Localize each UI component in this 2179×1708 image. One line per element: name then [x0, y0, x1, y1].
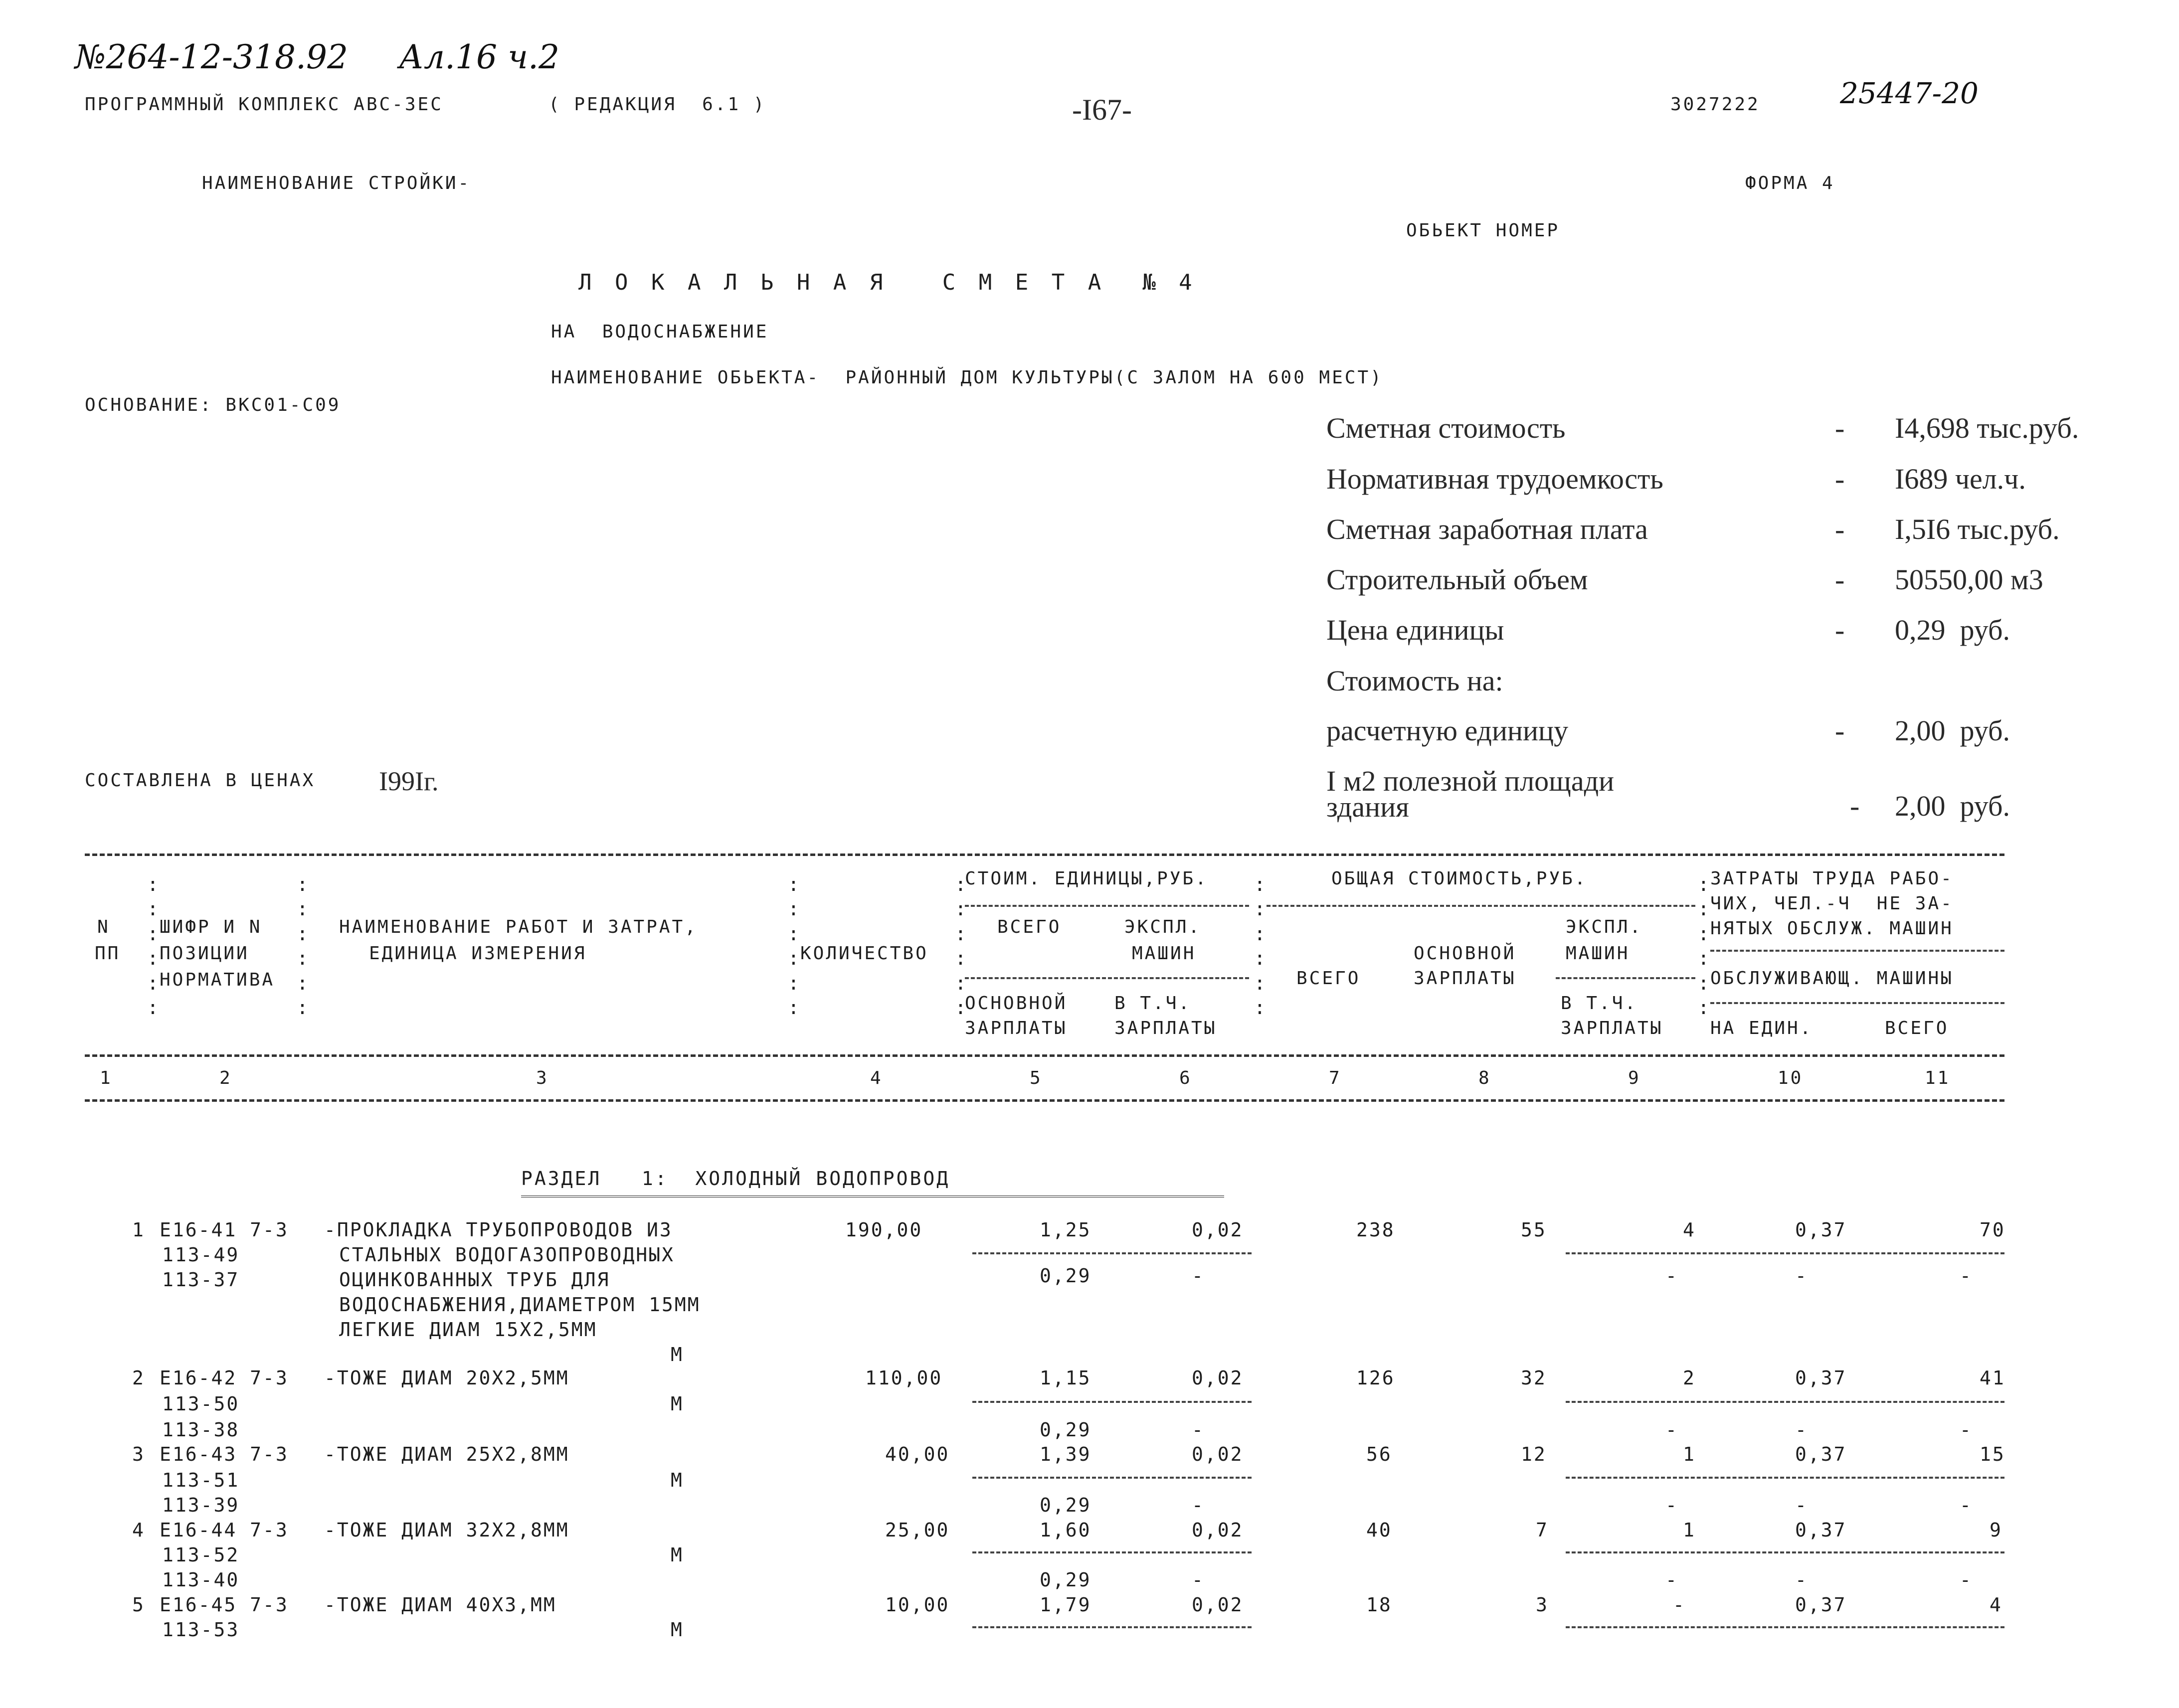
basis-label: ОСНОВАНИЕ: ВКС01-С09 [85, 395, 341, 415]
row-labor-total: 9 [1990, 1519, 2002, 1541]
header-subrule [1710, 950, 2004, 952]
row-description: -ТОЖЕ ДИАМ 32Х2,8ММ [324, 1519, 569, 1541]
row-unit: М [671, 1344, 684, 1366]
row-labor-unit: - [1795, 1494, 1808, 1516]
summary-label: Цена единицы [1326, 614, 1504, 646]
col-n-header: ПП [95, 943, 121, 964]
row-unit-wage: 0,29 [1040, 1419, 1091, 1441]
handwritten-album-ref: Ал.16 ч.2 [399, 38, 559, 76]
summary-label: Стоимость на: [1326, 665, 1503, 697]
cell-rule [1566, 1477, 2004, 1479]
row-unit-total: 1,60 [1040, 1519, 1091, 1541]
col-work-header: НАИМЕНОВАНИЕ РАБОТ И ЗАТРАТ, [339, 917, 698, 937]
unit-cost-incl-header: В Т.Ч. [1114, 993, 1192, 1014]
row-total-machine: - [1673, 1594, 1686, 1616]
cell-rule [1566, 1626, 2004, 1628]
summary-value: I689 чел.ч. [1895, 463, 2026, 495]
row-description: -ТОЖЕ ДИАМ 25Х2,8ММ [324, 1443, 569, 1465]
row-code: 113-49 [162, 1244, 240, 1266]
summary-dash: - [1835, 563, 1845, 596]
column-number: 9 [1628, 1068, 1641, 1088]
header-subrule [1710, 1002, 2004, 1004]
row-description: ЛЕГКИЕ ДИАМ 15Х2,5ММ [339, 1319, 597, 1341]
unit-cost-header: СТОИМ. ЕДИНИЦЫ,РУБ. [965, 868, 1208, 889]
row-total-machine: 1 [1683, 1443, 1696, 1465]
row-total: 238 [1356, 1219, 1395, 1241]
summary-value: I,5I6 тыс.руб. [1895, 513, 2060, 545]
cell-rule [972, 1477, 1252, 1479]
labor-subheader: ОБСЛУЖИВАЮЩ. МАШИНЫ [1710, 968, 1954, 989]
row-unit-incl: - [1192, 1265, 1205, 1287]
row-description: СТАЛЬНЫХ ВОДОГАЗОПРОВОДНЫХ [339, 1244, 675, 1266]
labor-header: ЧИХ, ЧЕЛ.-Ч НЕ ЗА- [1710, 893, 1954, 914]
cell-rule [972, 1252, 1252, 1254]
row-total-incl: - [1665, 1419, 1678, 1441]
summary-value: 2,00 руб. [1895, 790, 2010, 822]
summary-label: I м2 полезной площади [1326, 765, 1615, 797]
cell-rule [972, 1626, 1252, 1628]
cell-rule [1566, 1401, 2004, 1403]
row-labor-total: 4 [1990, 1594, 2002, 1616]
column-separator: : : : : : : [1254, 873, 1266, 1019]
row-code: 113-51 [162, 1469, 240, 1491]
row-code: 113-37 [162, 1269, 240, 1291]
program-edition: ( РЕДАКЦИЯ 6.1 ) [548, 94, 766, 115]
unit-cost-machine-header: ЭКСПЛ. [1124, 917, 1202, 937]
column-number: 11 [1925, 1068, 1951, 1088]
column-separator: : : : : : : [1698, 873, 1709, 1019]
labor-total-header: ВСЕГО [1885, 1018, 1949, 1038]
cell-rule [1566, 1551, 2004, 1553]
summary-label: здания [1326, 791, 1409, 823]
row-labor-total: - [1960, 1419, 1973, 1441]
row-labor-total: - [1960, 1569, 1973, 1591]
row-total-incl: - [1665, 1494, 1678, 1516]
cell-rule [972, 1551, 1252, 1553]
row-number: 3 [132, 1443, 145, 1465]
row-quantity: 40,00 [885, 1443, 950, 1465]
row-labor-unit: 0,37 [1795, 1519, 1847, 1541]
column-separator: : : : : : : [788, 873, 799, 1019]
document-subtitle: НА ВОДОСНАБЖЕНИЕ [551, 322, 769, 342]
summary-label: Сметная стоимость [1326, 412, 1566, 444]
row-labor-total: - [1960, 1265, 1973, 1287]
row-labor-unit: - [1795, 1569, 1808, 1591]
object-number-label: ОБЬЕКТ НОМЕР [1406, 220, 1560, 241]
header-subrule [965, 905, 1249, 907]
header-subrule [1556, 977, 1695, 979]
total-cost-wage-header: ОСНОВНОЙ [1414, 943, 1516, 964]
row-total-wage: 32 [1521, 1367, 1547, 1389]
row-unit-total: 1,25 [1040, 1219, 1091, 1241]
summary-value: 0,29 руб. [1895, 614, 2010, 646]
row-labor-total: 70 [1980, 1219, 2005, 1241]
row-total-machine: 4 [1683, 1219, 1696, 1241]
row-unit-incl: - [1192, 1419, 1205, 1441]
row-labor-total: 41 [1980, 1367, 2005, 1389]
col-code-header: НОРМАТИВА [160, 970, 275, 990]
construction-name-label: НАИМЕНОВАНИЕ СТРОЙКИ- [202, 173, 471, 193]
row-labor-unit: 0,37 [1795, 1594, 1847, 1616]
row-total: 40 [1366, 1519, 1392, 1541]
column-number: 7 [1329, 1068, 1342, 1088]
col-n-header: N [97, 917, 110, 937]
row-quantity: 110,00 [865, 1367, 943, 1389]
col-code-header: ШИФР И N [160, 917, 262, 937]
document-code: 3027222 [1670, 94, 1760, 115]
column-separator: : : : : : : [955, 873, 966, 1019]
total-cost-incl-header: В Т.Ч. [1561, 993, 1638, 1014]
row-unit-wage: 0,29 [1040, 1265, 1091, 1287]
column-number: 4 [870, 1068, 883, 1088]
row-quantity: 190,00 [845, 1219, 923, 1241]
program-name: ПРОГРАММНЫЙ КОМПЛЕКС АВС-3ЕС [85, 94, 443, 115]
row-code: Е16-44 7-3 [160, 1519, 289, 1541]
row-unit-wage: 0,29 [1040, 1569, 1091, 1591]
row-description: -ТОЖЕ ДИАМ 20Х2,5ММ [324, 1367, 569, 1389]
row-code: 113-53 [162, 1619, 240, 1641]
document-title: Л О К А Л Ь Н А Я С М Е Т А № 4 [578, 270, 1197, 295]
summary-dash: - [1850, 790, 1860, 822]
row-total-incl: - [1665, 1265, 1678, 1287]
row-labor-total: 15 [1980, 1443, 2005, 1465]
row-description: ВОДОСНАБЖЕНИЯ,ДИАМЕТРОМ 15ММ [339, 1294, 701, 1316]
row-unit-total: 1,15 [1040, 1367, 1091, 1389]
row-quantity: 10,00 [885, 1594, 950, 1616]
cell-rule [1566, 1252, 2004, 1254]
row-total-wage: 12 [1521, 1443, 1547, 1465]
row-code: Е16-43 7-3 [160, 1443, 289, 1465]
unit-cost-machine-header: МАШИН [1132, 943, 1196, 964]
row-unit-machine: 0,02 [1192, 1519, 1244, 1541]
prices-year: I99Iг. [379, 766, 439, 796]
labor-unit-header: НА ЕДИН. [1710, 1018, 1813, 1038]
unit-cost-wage-header: ОСНОВНОЙ [965, 993, 1068, 1014]
row-unit-machine: 0,02 [1192, 1219, 1244, 1241]
row-unit-incl: - [1192, 1494, 1205, 1516]
row-total-incl: - [1665, 1569, 1678, 1591]
table-header-rule [85, 1054, 2004, 1057]
column-number: 2 [219, 1068, 232, 1088]
handwritten-code: 25447-20 [1840, 76, 1979, 110]
header-subrule [1267, 905, 1695, 907]
cell-rule [972, 1401, 1252, 1403]
total-cost-total-header: ВСЕГО [1296, 968, 1361, 989]
row-unit-total: 1,39 [1040, 1443, 1091, 1465]
column-number: 10 [1778, 1068, 1804, 1088]
table-top-rule [85, 854, 2004, 856]
col-quantity-header: КОЛИЧЕСТВО [800, 943, 928, 964]
row-unit-wage: 0,29 [1040, 1494, 1091, 1516]
summary-value: I4,698 тыс.руб. [1895, 412, 2079, 444]
unit-cost-wage-header: ЗАРПЛАТЫ [965, 1018, 1068, 1038]
summary-label: расчетную единицу [1326, 714, 1569, 747]
summary-dash: - [1835, 463, 1845, 495]
row-total: 56 [1366, 1443, 1392, 1465]
row-labor-unit: 0,37 [1795, 1367, 1847, 1389]
row-unit: М [671, 1393, 684, 1415]
row-total: 126 [1356, 1367, 1395, 1389]
labor-header: НЯТЫХ ОБСЛУЖ. МАШИН [1710, 918, 1954, 939]
row-number: 5 [132, 1594, 145, 1616]
column-separator: : : : : : : [297, 873, 308, 1019]
summary-label: Нормативная трудоемкость [1326, 463, 1663, 495]
row-labor-unit: - [1795, 1419, 1808, 1441]
row-total-machine: 1 [1683, 1519, 1696, 1541]
row-number: 1 [132, 1219, 145, 1241]
row-code: 113-39 [162, 1494, 240, 1516]
row-total-wage: 3 [1536, 1594, 1549, 1616]
summary-dash: - [1835, 714, 1845, 747]
summary-dash: - [1835, 513, 1845, 545]
handwritten-doc-number: №264-12-318.92 [75, 38, 348, 76]
column-separator: : : : : : : [147, 873, 159, 1019]
row-number: 2 [132, 1367, 145, 1389]
summary-dash: - [1835, 412, 1845, 444]
unit-cost-total-header: ВСЕГО [997, 917, 1062, 937]
section-underline [521, 1196, 1224, 1197]
page-number: -I67- [1072, 93, 1132, 126]
row-code: 113-50 [162, 1393, 240, 1415]
row-description: -ТОЖЕ ДИАМ 40Х3,ММ [324, 1594, 556, 1616]
object-name: НАИМЕНОВАНИЕ ОБЬЕКТА- РАЙОННЫЙ ДОМ КУЛЬТУРЫ(С ЗАЛОМ НА 600 МЕСТ) [551, 367, 1383, 388]
row-labor-total: - [1960, 1494, 1973, 1516]
row-unit-machine: 0,02 [1192, 1367, 1244, 1389]
row-code: 113-38 [162, 1419, 240, 1441]
row-unit-machine: 0,02 [1192, 1443, 1244, 1465]
unit-cost-incl-header: ЗАРПЛАТЫ [1114, 1018, 1217, 1038]
table-numbers-rule [85, 1099, 2004, 1102]
section-title: РАЗДЕЛ 1: ХОЛОДНЫЙ ВОДОПРОВОД [521, 1168, 950, 1190]
col-work-header: ЕДИНИЦА ИЗМЕРЕНИЯ [369, 943, 587, 964]
row-number: 4 [132, 1519, 145, 1541]
row-description: -ПРОКЛАДКА ТРУБОПРОВОДОВ ИЗ [324, 1219, 673, 1241]
summary-value: 50550,00 м3 [1895, 563, 2043, 596]
column-number: 5 [1030, 1068, 1043, 1088]
column-number: 3 [536, 1068, 549, 1088]
row-labor-unit: - [1795, 1265, 1808, 1287]
row-total: 18 [1366, 1594, 1392, 1616]
total-cost-wage-header: ЗАРПЛАТЫ [1414, 968, 1516, 989]
row-unit-machine: 0,02 [1192, 1594, 1244, 1616]
row-unit-total: 1,79 [1040, 1594, 1091, 1616]
row-labor-unit: 0,37 [1795, 1443, 1847, 1465]
row-code: 113-52 [162, 1544, 240, 1566]
row-unit-incl: - [1192, 1569, 1205, 1591]
row-total-machine: 2 [1683, 1367, 1696, 1389]
column-number: 6 [1179, 1068, 1192, 1088]
row-total-wage: 7 [1536, 1519, 1549, 1541]
summary-label: Сметная заработная плата [1326, 513, 1648, 545]
column-number: 8 [1478, 1068, 1491, 1088]
row-unit: М [671, 1619, 684, 1641]
header-subrule [965, 977, 1249, 979]
total-cost-header: ОБЩАЯ СТОИМОСТЬ,РУБ. [1331, 868, 1588, 889]
summary-label: Строительный объем [1326, 563, 1588, 596]
summary-value: 2,00 руб. [1895, 714, 2010, 747]
row-description: ОЦИНКОВАННЫХ ТРУБ ДЛЯ [339, 1269, 610, 1291]
row-total-wage: 55 [1521, 1219, 1547, 1241]
column-number: 1 [100, 1068, 113, 1088]
total-cost-machine-header: ЭКСПЛ. [1566, 917, 1643, 937]
row-quantity: 25,00 [885, 1519, 950, 1541]
row-unit: М [671, 1544, 684, 1566]
row-unit: М [671, 1469, 684, 1491]
summary-dash: - [1835, 614, 1845, 646]
form-label: ФОРМА 4 [1745, 173, 1835, 193]
labor-header: ЗАТРАТЫ ТРУДА РАБО- [1710, 868, 1954, 889]
prices-label: СОСТАВЛЕНА В ЦЕНАХ [85, 770, 316, 791]
total-cost-machine-header: МАШИН [1566, 943, 1630, 964]
row-labor-unit: 0,37 [1795, 1219, 1847, 1241]
row-code: Е16-45 7-3 [160, 1594, 289, 1616]
total-cost-incl-header: ЗАРПЛАТЫ [1561, 1018, 1663, 1038]
col-code-header: ПОЗИЦИИ [160, 943, 249, 964]
row-code: Е16-42 7-3 [160, 1367, 289, 1389]
row-code: 113-40 [162, 1569, 240, 1591]
row-code: Е16-41 7-3 [160, 1219, 289, 1241]
